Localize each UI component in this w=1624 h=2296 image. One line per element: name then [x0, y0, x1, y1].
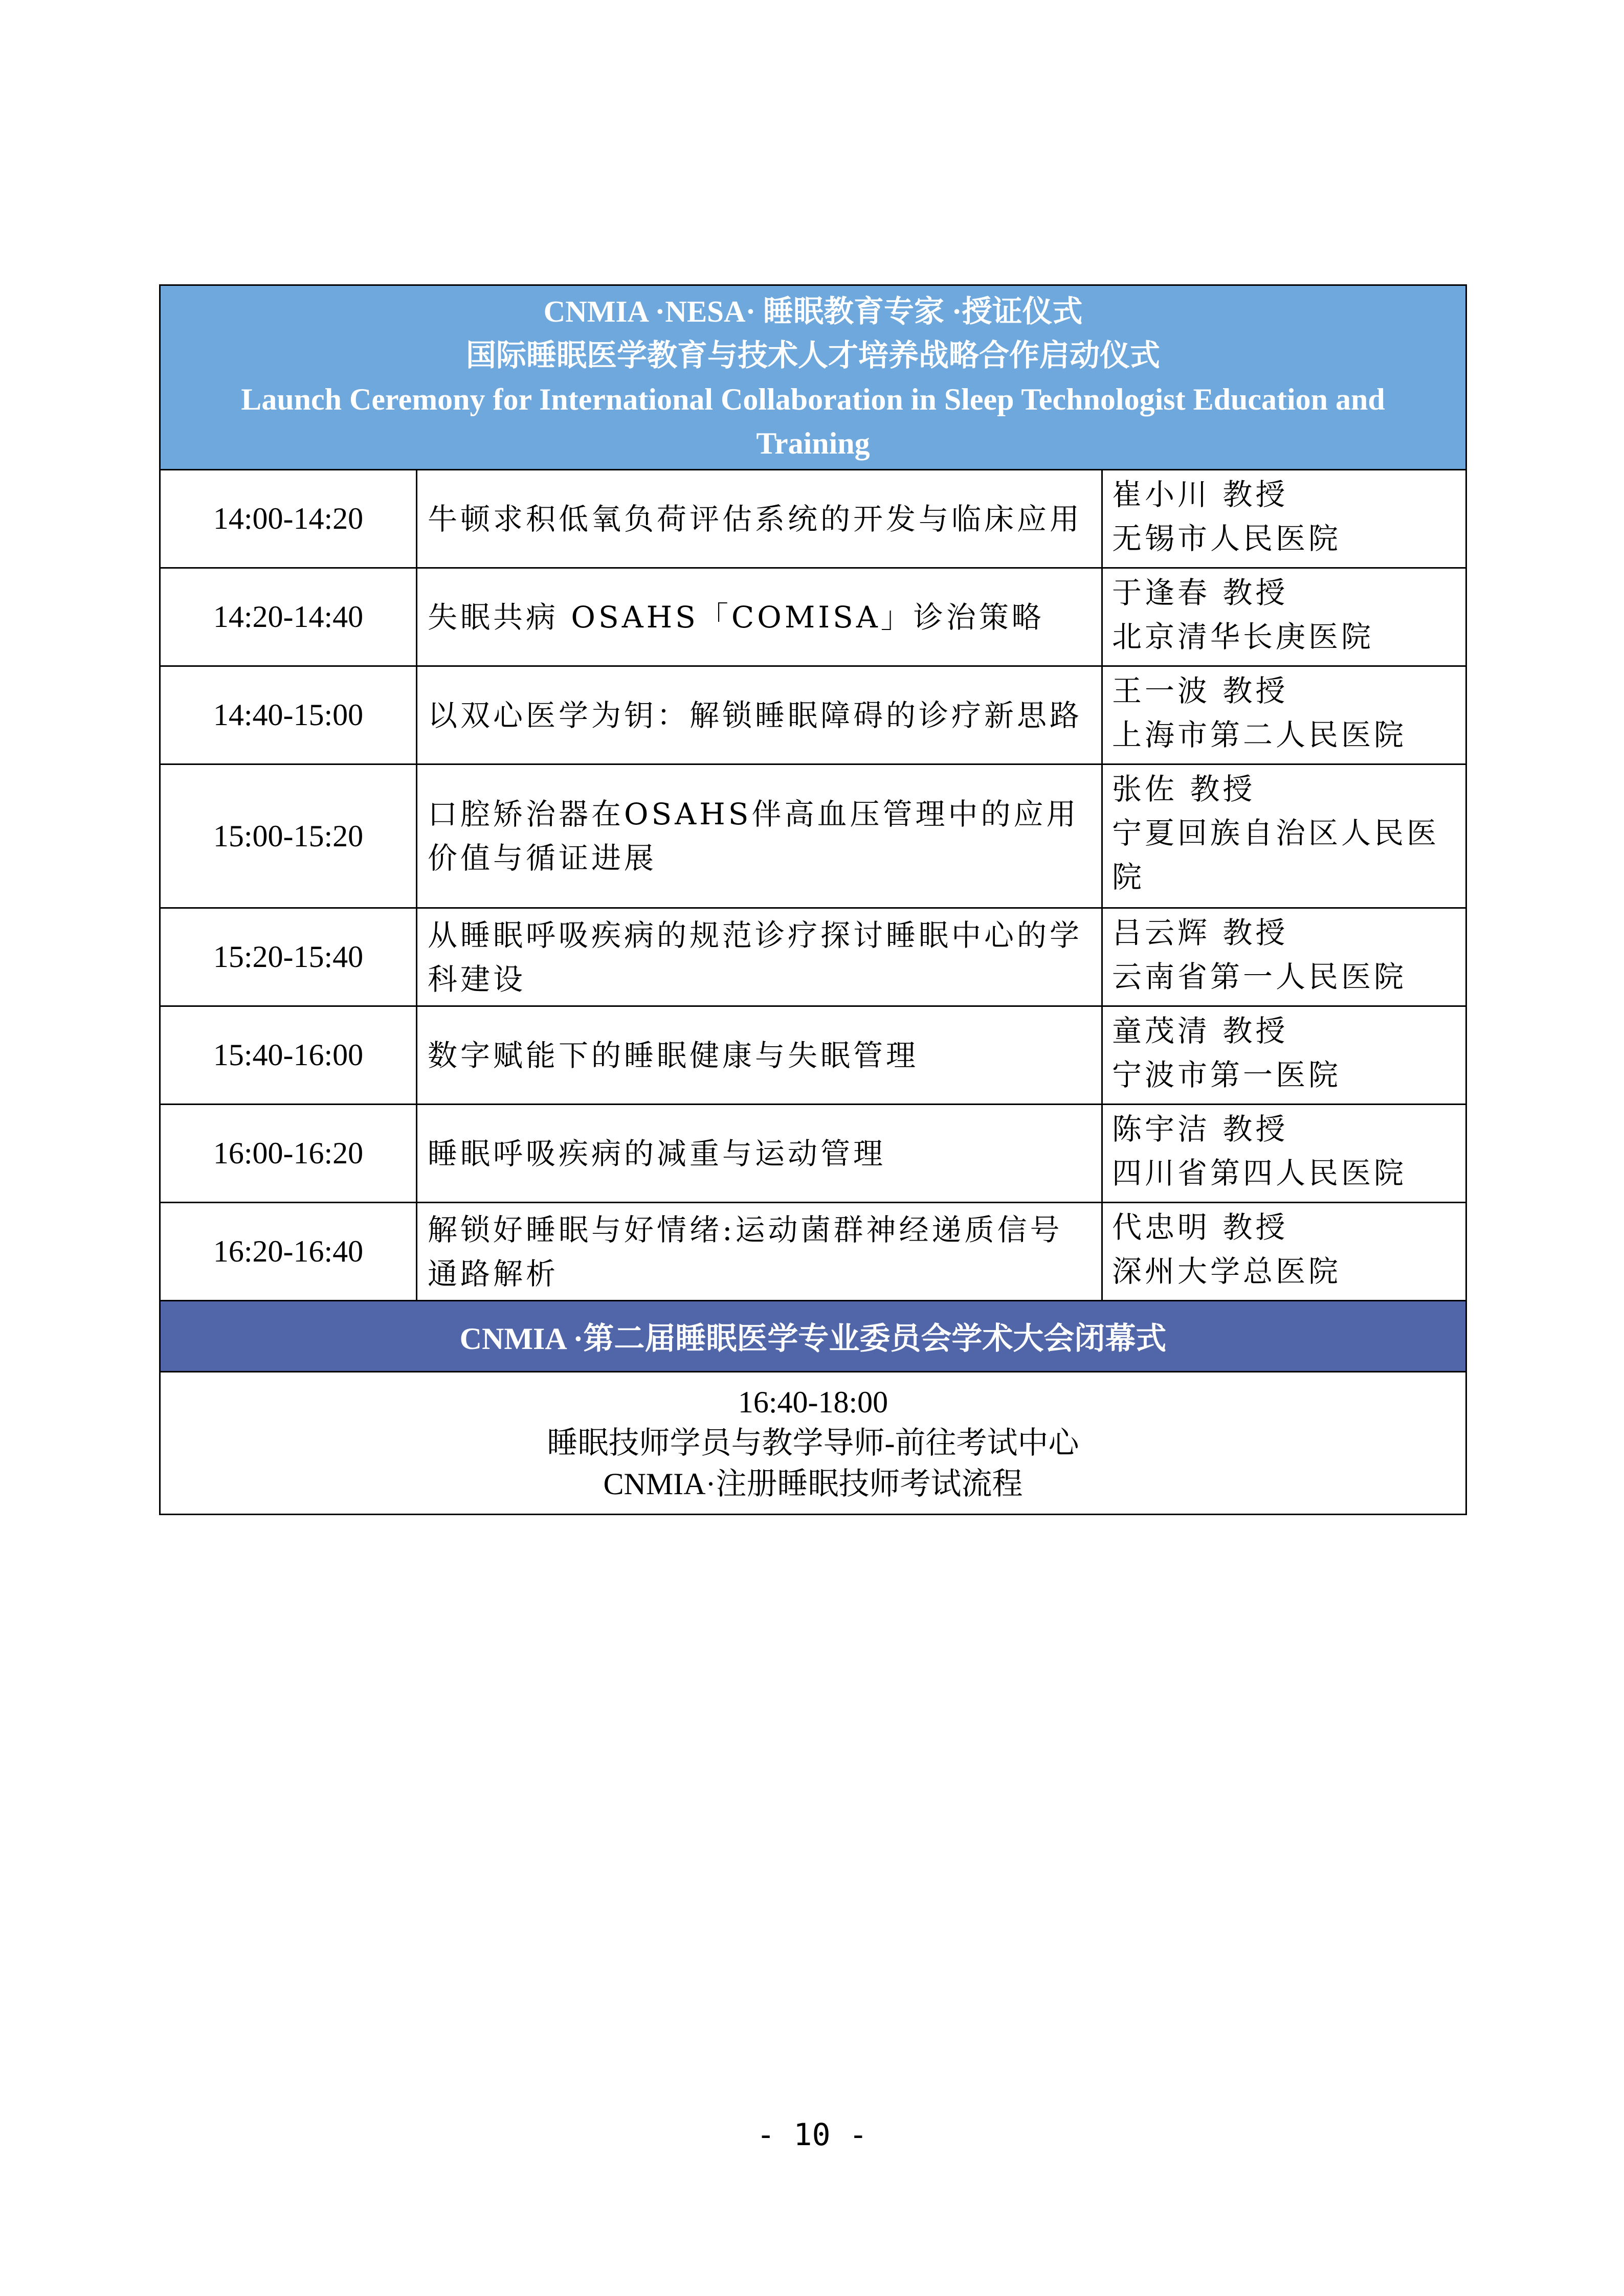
header-title-line-4: Training: [756, 426, 870, 460]
exam-line-2: CNMIA·注册睡眠技师考试流程: [603, 1467, 1023, 1501]
exam-info: [160, 1372, 1466, 1515]
session-time: 15:20-15:40: [160, 908, 417, 1006]
speaker-name: 崔小川 教授: [1112, 477, 1288, 512]
speaker-name: 于逢春 教授: [1112, 575, 1288, 610]
session-time: 14:20-14:40: [160, 568, 417, 666]
session-topic: 解锁好睡眠与好情绪:运动菌群神经递质信号通路解析: [417, 1203, 1102, 1301]
session-speaker: [1102, 666, 1466, 764]
speaker-name: 张佐 教授: [1112, 772, 1256, 806]
closing-row: [160, 1301, 1466, 1372]
page-number: - 10 -: [757, 2117, 867, 2153]
session-row: [160, 568, 1466, 666]
session-speaker: [1102, 1105, 1466, 1203]
schedule-table: [159, 284, 1467, 1515]
speaker-affiliation: 宁夏回族自治区人民医院: [1112, 816, 1440, 894]
exam-time: 16:40-18:00: [738, 1385, 888, 1419]
closing-ceremony-title: CNMIA ·第二届睡眠医学专业委员会学术大会闭幕式: [160, 1301, 1466, 1372]
session-time: 16:20-16:40: [160, 1203, 417, 1301]
speaker-affiliation: 深州大学总医院: [1112, 1254, 1342, 1289]
session-time: 16:00-16:20: [160, 1105, 417, 1203]
ceremony-header: [160, 285, 1466, 470]
speaker-affiliation: 宁波市第一医院: [1112, 1057, 1342, 1092]
speaker-name: 童茂清 教授: [1112, 1014, 1288, 1048]
speaker-name: 吕云辉 教授: [1112, 915, 1288, 950]
session-speaker: [1102, 568, 1466, 666]
session-topic: 失眠共病 OSAHS「COMISA」诊治策略: [417, 568, 1102, 666]
session-speaker: [1102, 1203, 1466, 1301]
header-title-line-1: CNMIA ·NESA· 睡眠教育专家 ·授证仪式: [543, 295, 1083, 328]
header-row: [160, 285, 1466, 470]
session-time: 15:40-16:00: [160, 1006, 417, 1105]
session-topic: 口腔矫治器在OSAHS伴高血压管理中的应用价值与循证进展: [417, 764, 1102, 908]
session-speaker: [1102, 470, 1466, 568]
session-time: 14:40-15:00: [160, 666, 417, 764]
session-topic: 数字赋能下的睡眠健康与失眠管理: [417, 1006, 1102, 1105]
session-row: [160, 666, 1466, 764]
footer-row: [160, 1372, 1466, 1515]
exam-line-1: 睡眠技师学员与教学导师-前往考试中心: [547, 1426, 1079, 1460]
session-speaker: [1102, 908, 1466, 1006]
session-time: 14:00-14:20: [160, 470, 417, 568]
session-topic: 以双心医学为钥：解锁睡眠障碍的诊疗新思路: [417, 666, 1102, 764]
session-row: [160, 1006, 1466, 1105]
session-speaker: [1102, 764, 1466, 908]
session-row: [160, 1105, 1466, 1203]
header-title-line-2: 国际睡眠医学教育与技术人才培养战略合作启动仪式: [466, 339, 1161, 372]
speaker-affiliation: 无锡市人民医院: [1112, 521, 1342, 556]
speaker-name: 代忠明 教授: [1112, 1210, 1288, 1245]
header-title-line-3: Launch Ceremony for International Collaboration in Sleep Technologist Education and: [241, 382, 1385, 416]
session-time: 15:00-15:20: [160, 764, 417, 908]
session-row: [160, 1203, 1466, 1301]
session-row: [160, 908, 1466, 1006]
speaker-affiliation: 四川省第四人民医院: [1112, 1156, 1407, 1190]
speaker-affiliation: 北京清华长庚医院: [1112, 619, 1374, 654]
session-row: [160, 764, 1466, 908]
session-speaker: [1102, 1006, 1466, 1105]
session-topic: 睡眠呼吸疾病的减重与运动管理: [417, 1105, 1102, 1203]
speaker-name: 陈宇洁 教授: [1112, 1112, 1288, 1146]
session-topic: 从睡眠呼吸疾病的规范诊疗探讨睡眠中心的学科建设: [417, 908, 1102, 1006]
speaker-affiliation: 云南省第一人民医院: [1112, 959, 1407, 994]
speaker-name: 王一波 教授: [1112, 673, 1288, 708]
speaker-affiliation: 上海市第二人民医院: [1112, 717, 1407, 752]
session-topic: 牛顿求积低氧负荷评估系统的开发与临床应用: [417, 470, 1102, 568]
session-row: [160, 470, 1466, 568]
